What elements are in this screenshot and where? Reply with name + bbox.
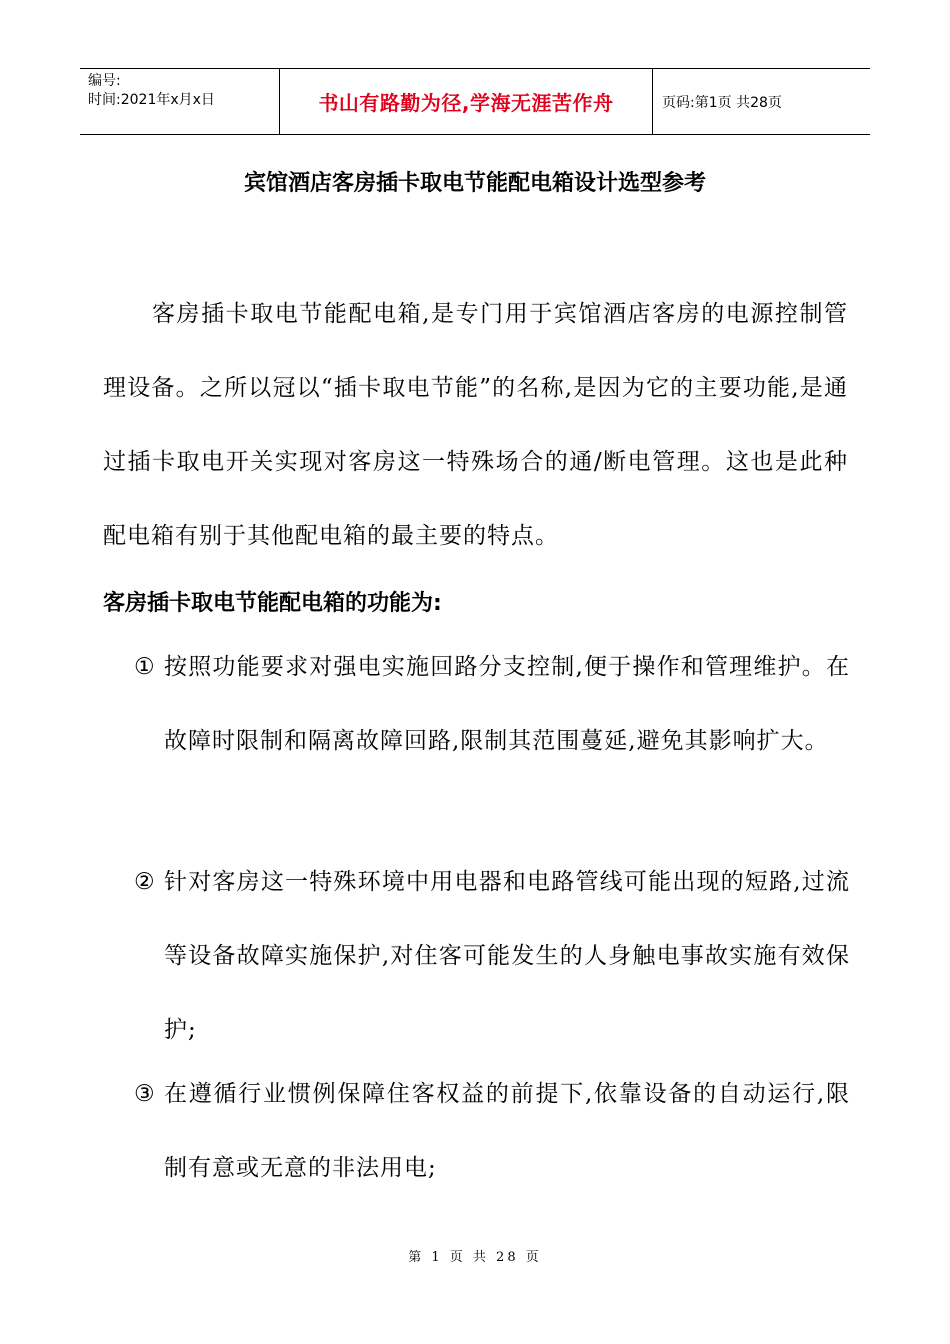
list-item-marker: ① <box>134 654 156 680</box>
header-table <box>80 68 870 135</box>
page-footer: 第 1 页 共 28 页 <box>408 1250 542 1265</box>
list-item <box>134 1057 850 1205</box>
header-motto: 书山有路勤为径,学海无涯苦作舟 <box>318 91 614 115</box>
document-number-label: 编号: <box>88 73 121 89</box>
list-item <box>134 630 850 778</box>
intro-paragraph: 客房插卡取电节能配电箱,是专门用于宾馆酒店客房的电源控制管理设备。之所以冠以“插卡取电节能”的名称,是因为它的主要功能,是通过插卡取电开关实现对客房这一特殊场合的通/断电管理。这也是此种配电箱有别于其他配电箱的最主要的特点。 <box>103 301 848 549</box>
list-item-text: 针对客房这一特殊环境中用电器和电路管线可能出现的短路,过流等设备故障实施保护,对住客可能发生的人身触电事故实施有效保护; <box>164 869 850 1043</box>
list-item-marker: ② <box>134 869 156 895</box>
document-time-label: 时间:2021年x月x日 <box>88 92 215 108</box>
header-motto-cell <box>280 69 653 134</box>
list-item-text: 按照功能要求对强电实施回路分支控制,便于操作和管理维护。在故障时限制和隔离故障回路,限制其范围蔓延,避免其影响扩大。 <box>164 654 850 754</box>
list-item-text: 在遵循行业惯例保障住客权益的前提下,依靠设备的自动运行,限制有意或无意的非法用电; <box>164 1081 850 1181</box>
header-meta-cell <box>80 69 280 134</box>
header-page-cell <box>653 69 870 134</box>
document-title: 宾馆酒店客房插卡取电节能配电箱设计选型参考 <box>243 171 706 196</box>
section-heading: 客房插卡取电节能配电箱的功能为: <box>103 591 442 616</box>
list-item-marker: ③ <box>134 1081 156 1107</box>
list-item <box>134 845 850 1067</box>
header-page-info: 页码:第1页 共28页 <box>662 94 782 111</box>
